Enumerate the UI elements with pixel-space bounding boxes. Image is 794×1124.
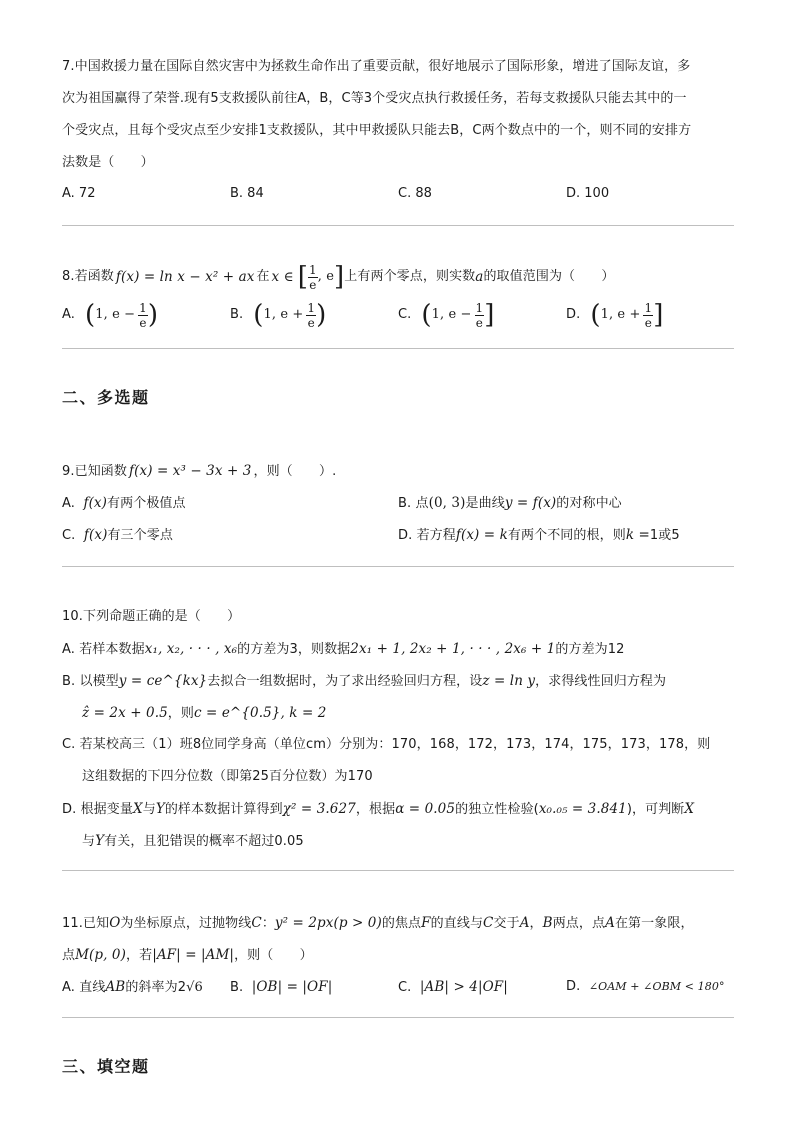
math-expression: (0, 3) xyxy=(428,495,466,511)
q8-var-a: a xyxy=(475,269,484,285)
q10-option-c-line1: C. 若某校高三（1）班8位同学身高（单位cm）分别为：170，168，172，173，174，175，173，178，则 xyxy=(62,737,711,752)
q11-text: 在第一象限， xyxy=(614,916,694,931)
q8-end: 的取值范围为（ ） xyxy=(483,269,615,284)
interval-text: 1, e − xyxy=(431,307,472,322)
q9-option-b xyxy=(398,494,622,513)
q8-domain-x: x ∈ xyxy=(271,269,294,285)
math-expression: ẑ = 2x + 0.5 xyxy=(82,705,168,721)
divider xyxy=(62,348,734,349)
math-expression: M(p, 0) xyxy=(75,947,126,963)
math-expression: X xyxy=(132,801,143,817)
math-expression: x₀.₀₅ = 3.841 xyxy=(538,801,627,817)
q7-option-a: A. 72 xyxy=(62,186,96,201)
option-text: 的对称中心 xyxy=(556,496,622,511)
option-text: 去拟合一组数据时，为了求出经验回归方程，设 xyxy=(207,674,483,689)
math-expression: α = 0.05 xyxy=(395,801,456,817)
fraction-denominator: e xyxy=(307,315,315,330)
q11-option-b xyxy=(230,978,332,997)
q8-option-b: B. ( 1, e + $\frac{1}{e}$ ) xyxy=(230,300,327,330)
q8-function: f(x) = ln x − x² + ax xyxy=(115,269,255,285)
q11-text: ： xyxy=(261,916,275,931)
math-expression: 2x₁ + 1, 2x₂ + 1, · · · , 2x₆ + 1 xyxy=(350,641,556,657)
option-label: A. xyxy=(62,307,75,322)
q9-stem-prefix: 9.已知函数 xyxy=(62,464,128,479)
q11-text: 两点，点 xyxy=(552,916,606,931)
interval-text: 1, e + xyxy=(600,307,641,322)
option-text: 的方差为3，则数据 xyxy=(237,642,351,657)
fraction-numerator: 1 xyxy=(307,300,316,315)
q8-option-c: C. ( 1, e − $\frac{1}{e}$ ] xyxy=(398,300,495,330)
q10-option-d-line2 xyxy=(82,832,304,851)
q11-text: 的焦点 xyxy=(381,916,422,931)
option-text: 有两个不同的根，则 xyxy=(507,528,626,543)
fraction-denominator: e xyxy=(139,315,147,330)
fraction-denominator: e xyxy=(644,315,652,330)
q7-line1: 7.中国救援力量在国际自然灾害中为拯救生命作出了重要贡献，很好地展示了国际形象，增进了国际友谊，多 xyxy=(62,59,691,74)
section-heading-multiple-choice: 二、多选题 xyxy=(62,388,150,407)
option-label: B. xyxy=(230,307,244,322)
option-label: B. xyxy=(230,980,244,995)
math-expression: f(x) xyxy=(83,495,108,511)
q10-option-b-line2 xyxy=(82,704,326,723)
option-text: 的斜率为2 xyxy=(125,980,187,995)
fraction-denominator: e xyxy=(475,315,483,330)
math-expression: X xyxy=(684,801,695,817)
q11-line1 xyxy=(62,914,694,933)
q7-option-b: B. 84 xyxy=(230,186,264,201)
math-expression: A xyxy=(519,915,530,931)
math-expression: √6 xyxy=(186,980,203,995)
q10-option-c-line2: 这组数据的下四分位数（即第25百分位数）为170 xyxy=(82,769,373,784)
divider xyxy=(62,566,734,567)
math-expression: y = ce^{kx} xyxy=(118,673,208,689)
math-expression: ∠OAM + ∠OBM < 180° xyxy=(588,980,725,993)
option-text: A. 直线 xyxy=(62,980,106,995)
fraction-numerator: 1 xyxy=(644,300,653,315)
q7-line4: 法数是（ ） xyxy=(62,155,154,170)
math-expression: y² = 2px(p > 0) xyxy=(274,915,382,931)
math-expression: x₁, x₂, · · · , x₆ xyxy=(144,641,238,657)
math-expression: |OB| = |OF| xyxy=(251,979,333,995)
option-text: A. 若样本数据 xyxy=(62,642,145,657)
option-text: 的方差为12 xyxy=(555,642,625,657)
math-expression: z = ln y xyxy=(482,673,536,689)
option-label: C. xyxy=(398,980,412,995)
q8-stem: 8.若函数 f(x) = ln x − x² + ax 在 x ∈ [ $\frac{1}{e}$ , e ] 上有两个零点，则实数 a 的取值范围为（ ） xyxy=(62,262,615,292)
math-expression: y = f(x) xyxy=(504,495,557,511)
divider xyxy=(62,1017,734,1018)
option-text: ，则 xyxy=(167,706,194,721)
option-text: 有三个零点 xyxy=(107,528,173,543)
option-text: 有关，且犯错误的概率不超过0.05 xyxy=(104,834,304,849)
q11-option-d xyxy=(566,978,725,996)
math-expression: k = xyxy=(625,527,650,543)
q9-option-d xyxy=(398,526,680,545)
option-text: 1或5 xyxy=(649,528,680,543)
interval-text: 1, e + xyxy=(263,307,304,322)
math-expression: Y xyxy=(95,833,105,849)
q11-line2 xyxy=(62,946,313,965)
math-expression: AB xyxy=(105,979,126,995)
math-expression: f(x) = k xyxy=(455,527,508,543)
q9-option-a xyxy=(62,494,186,513)
q11-text: 为坐标原点，过抛物线 xyxy=(120,916,252,931)
q11-text: 交于 xyxy=(493,916,520,931)
option-text: 与 xyxy=(142,802,156,817)
q8-bracket-open: [ xyxy=(297,262,308,292)
divider xyxy=(62,225,734,226)
q10-option-b-line1 xyxy=(62,672,666,691)
q10-option-a xyxy=(62,640,625,659)
option-text: ，求得线性回归方程为 xyxy=(535,674,667,689)
fraction-numerator: 1 xyxy=(139,300,147,315)
math-expression: O xyxy=(109,915,121,931)
q8-domain-e: e xyxy=(326,269,335,284)
q11-text: ，则（ ） xyxy=(234,948,313,963)
q11-option-c xyxy=(398,978,508,997)
q10-stem: 10.下列命题正确的是（ ） xyxy=(62,609,241,624)
section-heading-fill-in: 三、填空题 xyxy=(62,1057,150,1076)
option-label: C. xyxy=(398,307,412,322)
option-label: D. 若方程 xyxy=(398,528,456,543)
option-text: 有两个极值点 xyxy=(107,496,186,511)
math-expression: χ² = 3.627 xyxy=(282,801,356,817)
math-expression: F xyxy=(421,915,431,931)
q11-text: 的直线与 xyxy=(430,916,484,931)
math-expression: |AB| > 4|OF| xyxy=(419,979,508,995)
interval-text: 1, e − xyxy=(95,307,136,322)
q7-line3: 个受灾点，且每个受灾点至少安排1支救援队，其中甲救援队只能去B，C两个数点中的一个，则不同的安排方 xyxy=(62,123,692,138)
q11-text: 11.已知 xyxy=(62,916,110,931)
math-expression: C xyxy=(483,915,494,931)
q11-text: ，若 xyxy=(125,948,153,963)
q8-domain-fraction xyxy=(308,263,318,292)
option-text: )，可判断 xyxy=(626,802,685,817)
option-label: C. xyxy=(62,528,76,543)
q7-option-d: D. 100 xyxy=(566,186,610,201)
q11-text: ， xyxy=(529,916,543,931)
option-label: B. 点 xyxy=(398,496,429,511)
q7-option-c: C. 88 xyxy=(398,186,432,201)
q8-option-a: A. ( 1, e − $\frac{1}{e}$ ) xyxy=(62,300,159,330)
q8-option-d: D. ( 1, e + $\frac{1}{e}$ ] xyxy=(566,300,664,330)
divider xyxy=(62,870,734,871)
option-text: D. 根据变量 xyxy=(62,802,133,817)
q9-stem xyxy=(62,462,336,481)
option-text: B. 以模型 xyxy=(62,674,119,689)
option-text: ，根据 xyxy=(355,802,396,817)
option-label: D. xyxy=(566,307,581,322)
math-expression: c = e^{0.5}, k = 2 xyxy=(193,705,327,721)
q9-stem-end: ，则（ ）. xyxy=(253,464,337,479)
q11-text: 点 xyxy=(62,948,76,963)
q11-option-a xyxy=(62,978,203,997)
q8-bracket-close: ] xyxy=(334,262,345,292)
option-label: D. xyxy=(566,979,581,994)
math-expression: C xyxy=(251,915,262,931)
q10-option-d-line1 xyxy=(62,800,694,819)
q8-suffix: 上有两个零点，则实数 xyxy=(344,269,476,284)
fraction-denominator: e xyxy=(309,277,317,292)
option-text: 是曲线 xyxy=(465,496,505,511)
q9-option-c xyxy=(62,526,173,545)
math-expression: A xyxy=(605,915,615,931)
math-expression: |AF| = |AM| xyxy=(152,947,235,963)
option-label: A. xyxy=(62,496,75,511)
q9-function: f(x) = x³ − 3x + 3 xyxy=(129,463,252,479)
q8-mid: 在 xyxy=(256,269,270,284)
q7-line2: 次为祖国赢得了荣誉.现有5支救援队前往A，B，C等3个受灾点执行救援任务，若每支救援队只能去其中的一 xyxy=(62,91,687,106)
option-text: 与 xyxy=(82,834,96,849)
option-text: 的独立性检验( xyxy=(455,802,539,817)
math-expression: B xyxy=(542,915,553,931)
fraction-numerator: 1 xyxy=(309,262,317,277)
fraction-numerator: 1 xyxy=(475,300,484,315)
math-expression: f(x) xyxy=(83,527,108,543)
option-text: 的样本数据计算得到 xyxy=(164,802,283,817)
math-expression: Y xyxy=(155,801,165,817)
q8-prefix: 8.若函数 xyxy=(62,269,114,284)
